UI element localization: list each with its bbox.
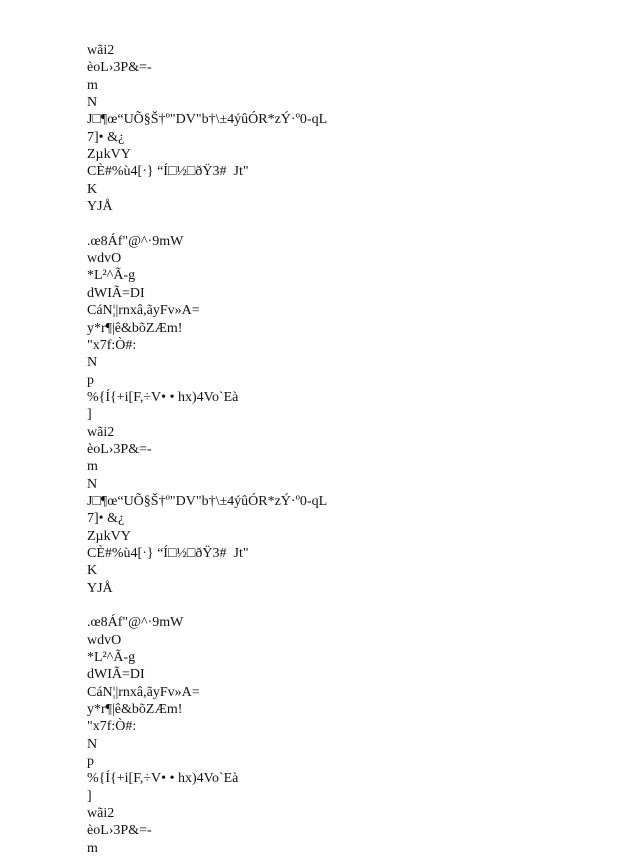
text-line: .œ8Áf"@^·9mW	[87, 233, 184, 249]
text-line: ]	[87, 788, 92, 804]
text-line: 7]• &¿	[87, 129, 125, 145]
text-line: CáN¦|rnxâ,ãyFv»A=	[87, 303, 200, 319]
text-line: *L²^Ã-g	[87, 268, 136, 284]
text-line: "x7f:Ò#:	[87, 337, 137, 353]
text-line: J□¶œ“UÕ§Š†º"DV"b†\±4ýûÓR*zÝ·º0-qL	[87, 112, 328, 128]
text-line: wãi2	[87, 424, 115, 440]
text-line: N	[87, 95, 98, 111]
text-line: %{Í{+i[F,÷V• • hx)4Vo`Eà	[87, 771, 239, 787]
text-line: CÈ#%ù4[·} “Í□½□ðŸ3# Jt"	[87, 545, 249, 561]
text-line: m	[87, 840, 98, 856]
text-line: wãi2	[87, 43, 115, 58]
text-line: y*r¶|ê&bõZÆm!	[87, 702, 183, 718]
text-line: wãi2	[87, 806, 115, 822]
text-line: YJÅ	[87, 199, 113, 215]
text-line: CÈ#%ù4[·} “Í□½□ðŸ3# Jt"	[87, 164, 249, 180]
garbled-text-body	[87, 42, 587, 857]
text-line: N	[87, 476, 98, 492]
text-line: dWIÃ=DI	[87, 667, 145, 683]
text-line: dWIÃ=DI	[87, 285, 145, 301]
text-line: èoL›3P&=-	[87, 441, 152, 457]
text-line: %{Í{+i[F,÷V• • hx)4Vo`Eà	[87, 389, 239, 405]
text-line	[87, 215, 587, 232]
text-line: N	[87, 736, 98, 752]
text-line: ZµkVY	[87, 528, 131, 544]
text-line: *L²^Ã-g	[87, 650, 136, 666]
text-line: y*r¶|ê&bõZÆm!	[87, 320, 183, 336]
text-line: 7]• &¿	[87, 511, 125, 527]
text-line: p	[87, 754, 94, 770]
text-line: K	[87, 181, 98, 197]
text-line: .œ8Áf"@^·9mW	[87, 615, 184, 631]
text-line: èoL›3P&=-	[87, 60, 152, 76]
text-line: CáN¦|rnxâ,ãyFv»A=	[87, 684, 200, 700]
text-line: m	[87, 77, 98, 93]
text-line: YJÅ	[87, 580, 113, 596]
text-line	[87, 597, 587, 614]
text-line: p	[87, 372, 94, 388]
text-line: N	[87, 355, 98, 371]
text-line: "x7f:Ò#:	[87, 719, 137, 735]
text-line: èoL›3P&=-	[87, 823, 152, 839]
text-line: J□¶œ“UÕ§Š†º"DV"b†\±4ýûÓR*zÝ·º0-qL	[87, 493, 328, 509]
text-line: wdvO	[87, 632, 122, 648]
text-line: K	[87, 563, 98, 579]
text-line: m	[87, 459, 98, 475]
text-line: ZµkVY	[87, 147, 131, 163]
text-line: ]	[87, 407, 92, 423]
text-line: wdvO	[87, 251, 122, 267]
